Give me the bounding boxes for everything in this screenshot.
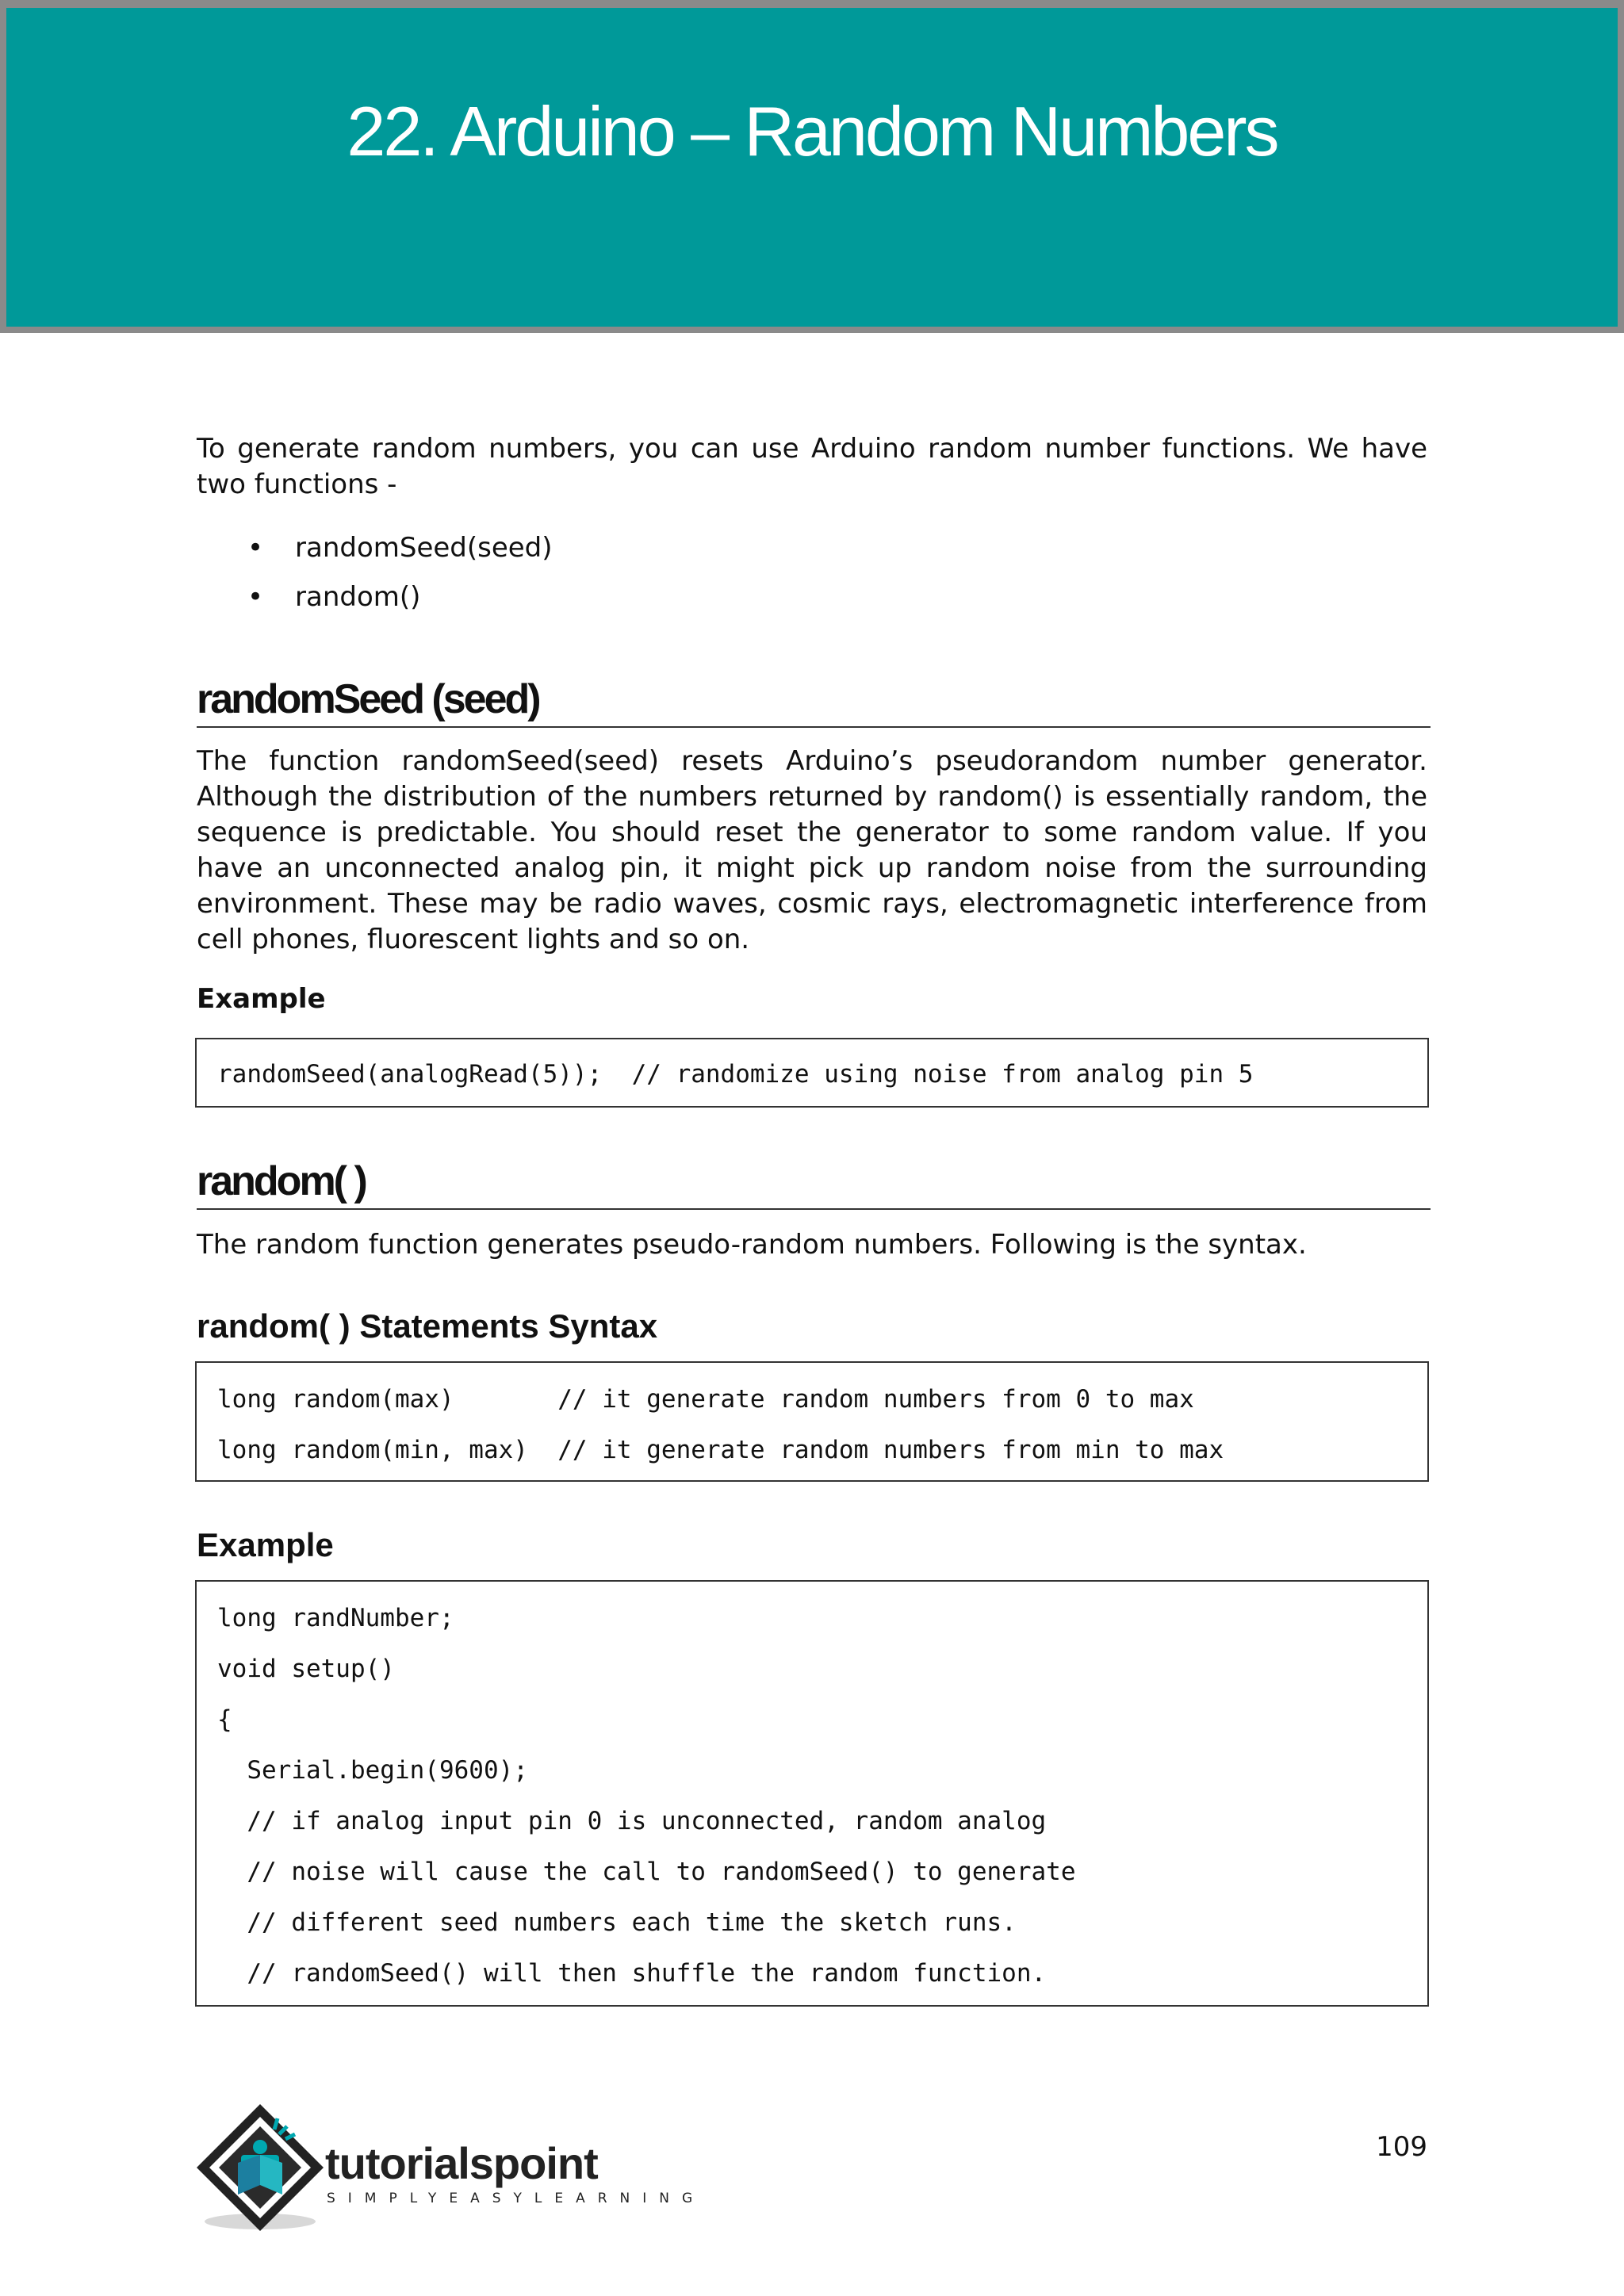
page-number: 109 — [1376, 2131, 1427, 2163]
code-block-randomseed — [195, 1038, 1429, 1108]
code-line: { — [217, 1705, 232, 1734]
bullet-icon: • — [247, 581, 264, 613]
logo-text: tutorialspoint — [325, 2138, 598, 2188]
example-heading: Example — [197, 1526, 334, 1563]
code-line: // randomSeed() will then shuffle the random function. — [217, 1959, 1047, 1988]
section-heading-randomseed: randomSeed (seed) — [197, 675, 1431, 728]
code-line: long randNumber; — [217, 1604, 454, 1632]
code-line: void setup() — [217, 1655, 395, 1683]
logo-tagline: SIMPLYEASYLEARNING — [327, 2191, 706, 2206]
list-item: • randomSeed(seed) — [197, 523, 553, 572]
code-line: long random(min, max) // it generate random numbers from min to max — [217, 1436, 1224, 1464]
code-line: Serial.begin(9600); — [217, 1756, 528, 1785]
chapter-banner — [0, 0, 1624, 333]
list-item: • random() — [197, 572, 553, 622]
function-list — [197, 523, 553, 622]
code-line: long random(max) // it generate random numbers from 0 to max — [217, 1385, 1194, 1414]
code-block-example — [195, 1580, 1429, 2007]
section-heading-random: random( ) — [197, 1158, 1431, 1210]
code-line: // if analog input pin 0 is unconnected, random analog — [217, 1807, 1047, 1835]
randomseed-paragraph: The function randomSeed(seed) resets Arduino’s pseudorandom number generator. Although the distribution of the numbers returned by random() is essentially random, the sequence is predictable. You should reset the generator to some random value. If you have an unconnected analog pin, it might pick up random noise from the surrounding environment. These may be radio waves, cosmic rays, electromagnetic interference from cell phones, fluorescent lights and so on. — [197, 745, 1427, 955]
chapter-title: 22. Arduino – Random Numbers — [347, 92, 1277, 170]
code-line: randomSeed(analogRead(5)); // randomize using noise from analog pin 5 — [217, 1060, 1254, 1089]
bullet-icon: • — [247, 532, 264, 564]
tutorialspoint-logo-icon — [193, 2103, 706, 2237]
syntax-heading: random( ) Statements Syntax — [197, 1307, 658, 1345]
example-label: Example — [197, 983, 326, 1015]
code-block-syntax — [195, 1361, 1429, 1482]
code-line: // noise will cause the call to randomSeed() to generate — [217, 1858, 1076, 1886]
tutorialspoint-logo — [193, 2103, 706, 2241]
random-paragraph: The random function generates pseudo-random numbers. Following is the syntax. — [197, 1229, 1307, 1261]
intro-paragraph: To generate random numbers, you can use Arduino random number functions. We have two functions - — [197, 433, 1427, 500]
code-line: // different seed numbers each time the sketch runs. — [217, 1908, 1017, 1937]
